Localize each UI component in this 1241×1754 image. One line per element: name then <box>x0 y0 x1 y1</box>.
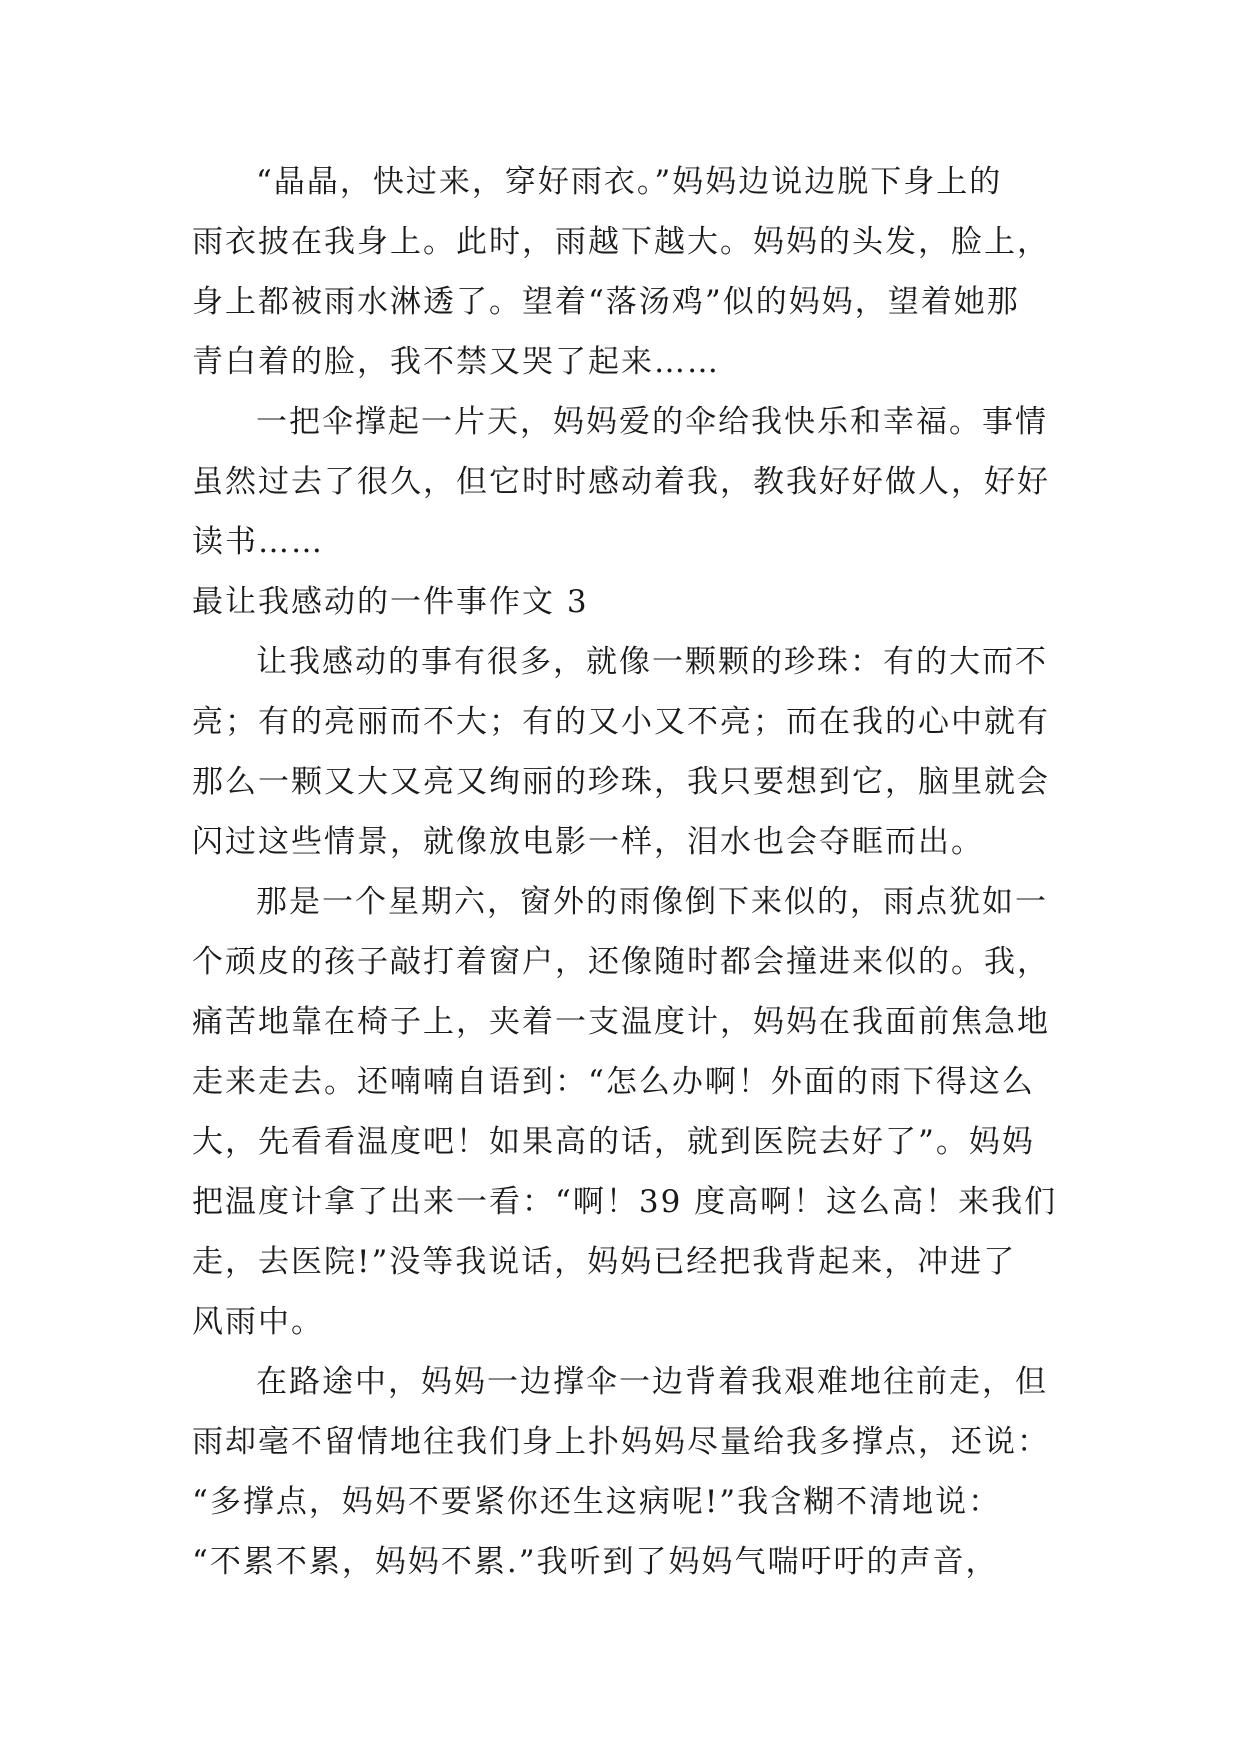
text-line: 青白着的脸，我不禁又哭了起来…… <box>192 344 720 380</box>
text-line: 那是一个星期六，窗外的雨像倒下来似的，雨点犹如一 <box>256 884 1048 920</box>
text-line: “多撑点，妈妈不要紧你还生这病呢!”我含糊不清地说： <box>192 1484 1002 1520</box>
text-line: 把温度计拿了出来一看：“啊！39 度高啊！这么高！来我们 <box>192 1184 1058 1220</box>
text-line: 身上都被雨水淋透了。望着“落汤鸡”似的妈妈，望着她那 <box>192 284 1020 320</box>
heading-text: 最让我感动的一件事作文 3 <box>192 584 589 620</box>
text-line: 痛苦地靠在椅子上，夹着一支温度计，妈妈在我面前焦急地 <box>192 1004 1050 1040</box>
text-line: 个顽皮的孩子敲打着窗户，还像随时都会撞进来似的。我， <box>192 944 1050 980</box>
paragraph <box>192 632 1050 872</box>
text-line: 大，先看看温度吧！如果高的话，就到医院去好了”。妈妈 <box>192 1124 1035 1160</box>
text-line: 走来走去。还喃喃自语到：“怎么办啊！外面的雨下得这么 <box>192 1064 1035 1100</box>
paragraph <box>192 1352 1050 1592</box>
text-line: 风雨中。 <box>192 1304 324 1340</box>
text-line: 在路途中，妈妈一边撑伞一边背着我艰难地往前走，但 <box>256 1364 1048 1400</box>
paragraph <box>192 872 1058 1352</box>
text-line: 虽然过去了很久，但它时时感动着我，教我好好做人，好好 <box>192 464 1050 500</box>
text-line: 闪过这些情景，就像放电影一样，泪水也会夺眶而出。 <box>192 824 984 860</box>
section-heading <box>192 572 1050 632</box>
text-line: 亮；有的亮丽而不大；有的又小又不亮；而在我的心中就有 <box>192 704 1050 740</box>
text-line: 走，去医院!”没等我说话，妈妈已经把我背起来，冲进了 <box>192 1244 1017 1280</box>
text-line: 雨衣披在我身上。此时，雨越下越大。妈妈的头发，脸上， <box>192 224 1050 260</box>
text-line: “晶晶，快过来，穿好雨衣。”妈妈边说边脱下身上的 <box>256 164 1003 200</box>
paragraph <box>192 392 1050 572</box>
text-line: “不累不累，妈妈不累.”我听到了妈妈气喘吁吁的声音， <box>192 1544 999 1580</box>
text-line: 那么一颗又大又亮又绚丽的珍珠，我只要想到它，脑里就会 <box>192 764 1050 800</box>
document-page <box>192 152 1058 1592</box>
paragraph <box>192 152 1050 392</box>
text-line: 一把伞撑起一片天，妈妈爱的伞给我快乐和幸福。事情 <box>256 404 1048 440</box>
text-line: 让我感动的事有很多，就像一颗颗的珍珠：有的大而不 <box>256 644 1048 680</box>
text-line: 读书…… <box>192 524 324 560</box>
text-line: 雨却毫不留情地往我们身上扑妈妈尽量给我多撑点，还说： <box>192 1424 1050 1460</box>
